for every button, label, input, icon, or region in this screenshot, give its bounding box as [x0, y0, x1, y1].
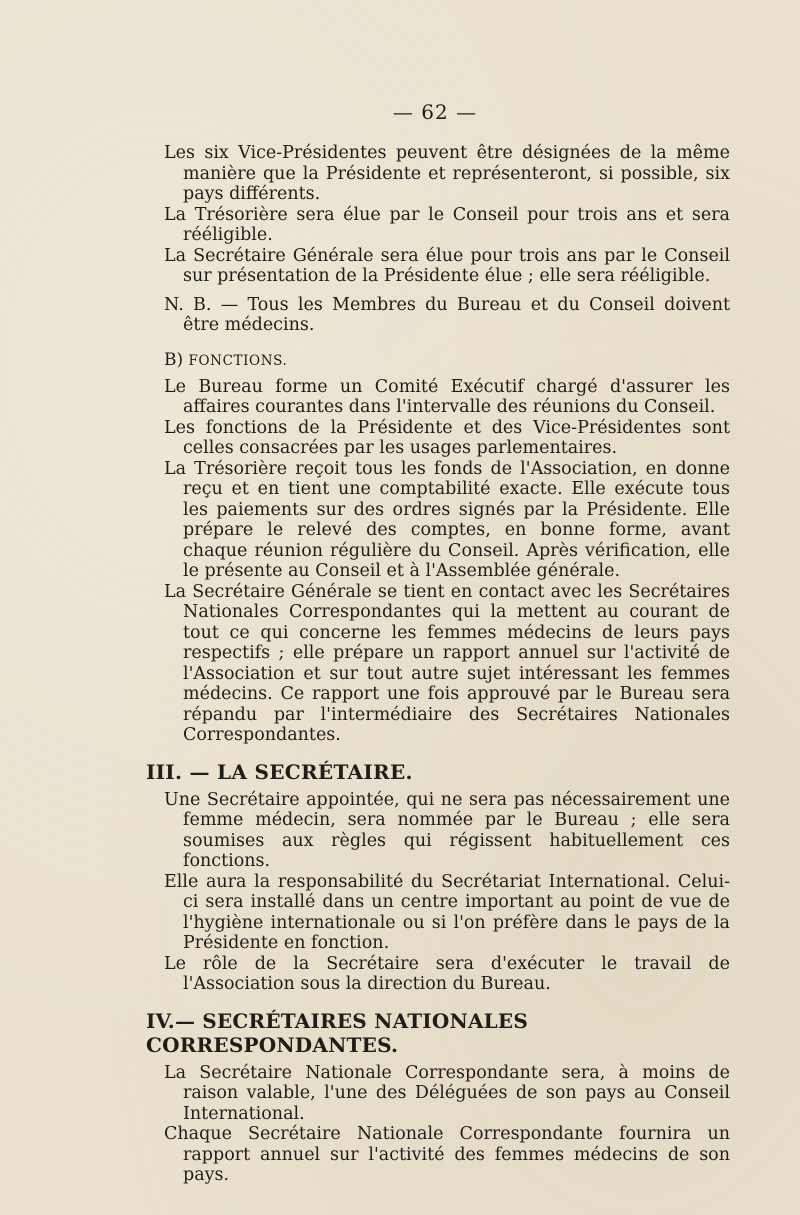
paragraph-secretaire-generale-contact: La Secrétaire Générale se tient en contact avec les Secrétaires Nationales Correspondantes qui la mettent au courant de tout ce qui concerne les femmes médecins de leurs pays respectifs ; elle prépare un rapport annuel sur l'activité de l'Association et sur tout autre sujet intéressant les femmes médecins. Ce rapport une fois approuvé par le Bureau sera répandu par l'intermédiaire des Secrétaires Nationales Correspondantes.	[164, 581, 730, 745]
page-number: — 62 —	[392, 100, 478, 124]
paragraph-tresoriere: La Trésorière sera élue par le Conseil pour trois ans et sera rééligible.	[164, 204, 730, 245]
section-heading-secretaires-nationales: IV.— SECRÉTAIRES NATIONALES CORRESPONDANTES.	[146, 1008, 529, 1057]
paragraph-secretaire-appointee: Une Secrétaire appointée, qui ne sera pas nécessairement une femme médecin, sera nommée par le Bureau ; elle sera soumises aux règles qui régissent habituellement ces fonctions.	[164, 789, 730, 871]
paragraph-fonctions-presidente: Les fonctions de la Présidente et des Vice-Présidentes sont celles consacrées par les usages parlementaires.	[164, 417, 730, 458]
section-heading-secretaire: III. — LA SECRÉTAIRE.	[146, 759, 413, 784]
paragraph-bureau: Le Bureau forme un Comité Exécutif chargé d'assurer les affaires courantes dans l'intervalle des réunions du Conseil.	[164, 376, 730, 417]
subheading-fonctions	[164, 350, 730, 371]
subheading-label: FONCTIONS.	[188, 352, 288, 369]
document-body	[146, 143, 730, 1186]
paragraph-secretaire-generale: La Secrétaire Générale sera élue pour trois ans par le Conseil sur présentation de la Présidente élue ; elle sera rééligible.	[164, 245, 730, 286]
paragraph-vice-presidentes: Les six Vice-Présidentes peuvent être désignées de la même manière que la Présidente et représenteront, si possible, six pays différents.	[164, 143, 730, 204]
paragraph-secretaire-nationale: La Secrétaire Nationale Correspondante sera, à moins de raison valable, l'une des Déléguées de son pays au Conseil International.	[164, 1062, 730, 1124]
paragraph-tresoriere-fonds: La Trésorière reçoit tous les fonds de l'Association, en donne reçu et en tient une comptabilité exacte. Elle exécute tous les paiements sur des ordres signés par la Présidente. Elle prépare le relevé des comptes, en bonne forme, avant chaque réunion régulière du Conseil. Après vérification, elle le présente au Conseil et à l'Assemblée générale.	[164, 458, 730, 581]
paragraph-responsabilite: Elle aura la responsabilité du Secrétariat International. Celui-ci sera installé dans un centre important au point de vue de l'hygiène internationale ou si l'on préfère dans le pays de la Présidente en fonction.	[164, 871, 730, 953]
paragraph-nota-bene: N. B. — Tous les Membres du Bureau et du Conseil doivent être médecins.	[164, 294, 730, 335]
subheading-prefix: B)	[164, 349, 184, 370]
paragraph-role-secretaire: Le rôle de la Secrétaire sera d'exécuter le travail de l'Association sous la direction du Bureau.	[164, 953, 730, 994]
paragraph-rapport-annuel: Chaque Secrétaire Nationale Correspondante fournira un rapport annuel sur l'activité des femmes médecins de son pays.	[164, 1124, 730, 1185]
